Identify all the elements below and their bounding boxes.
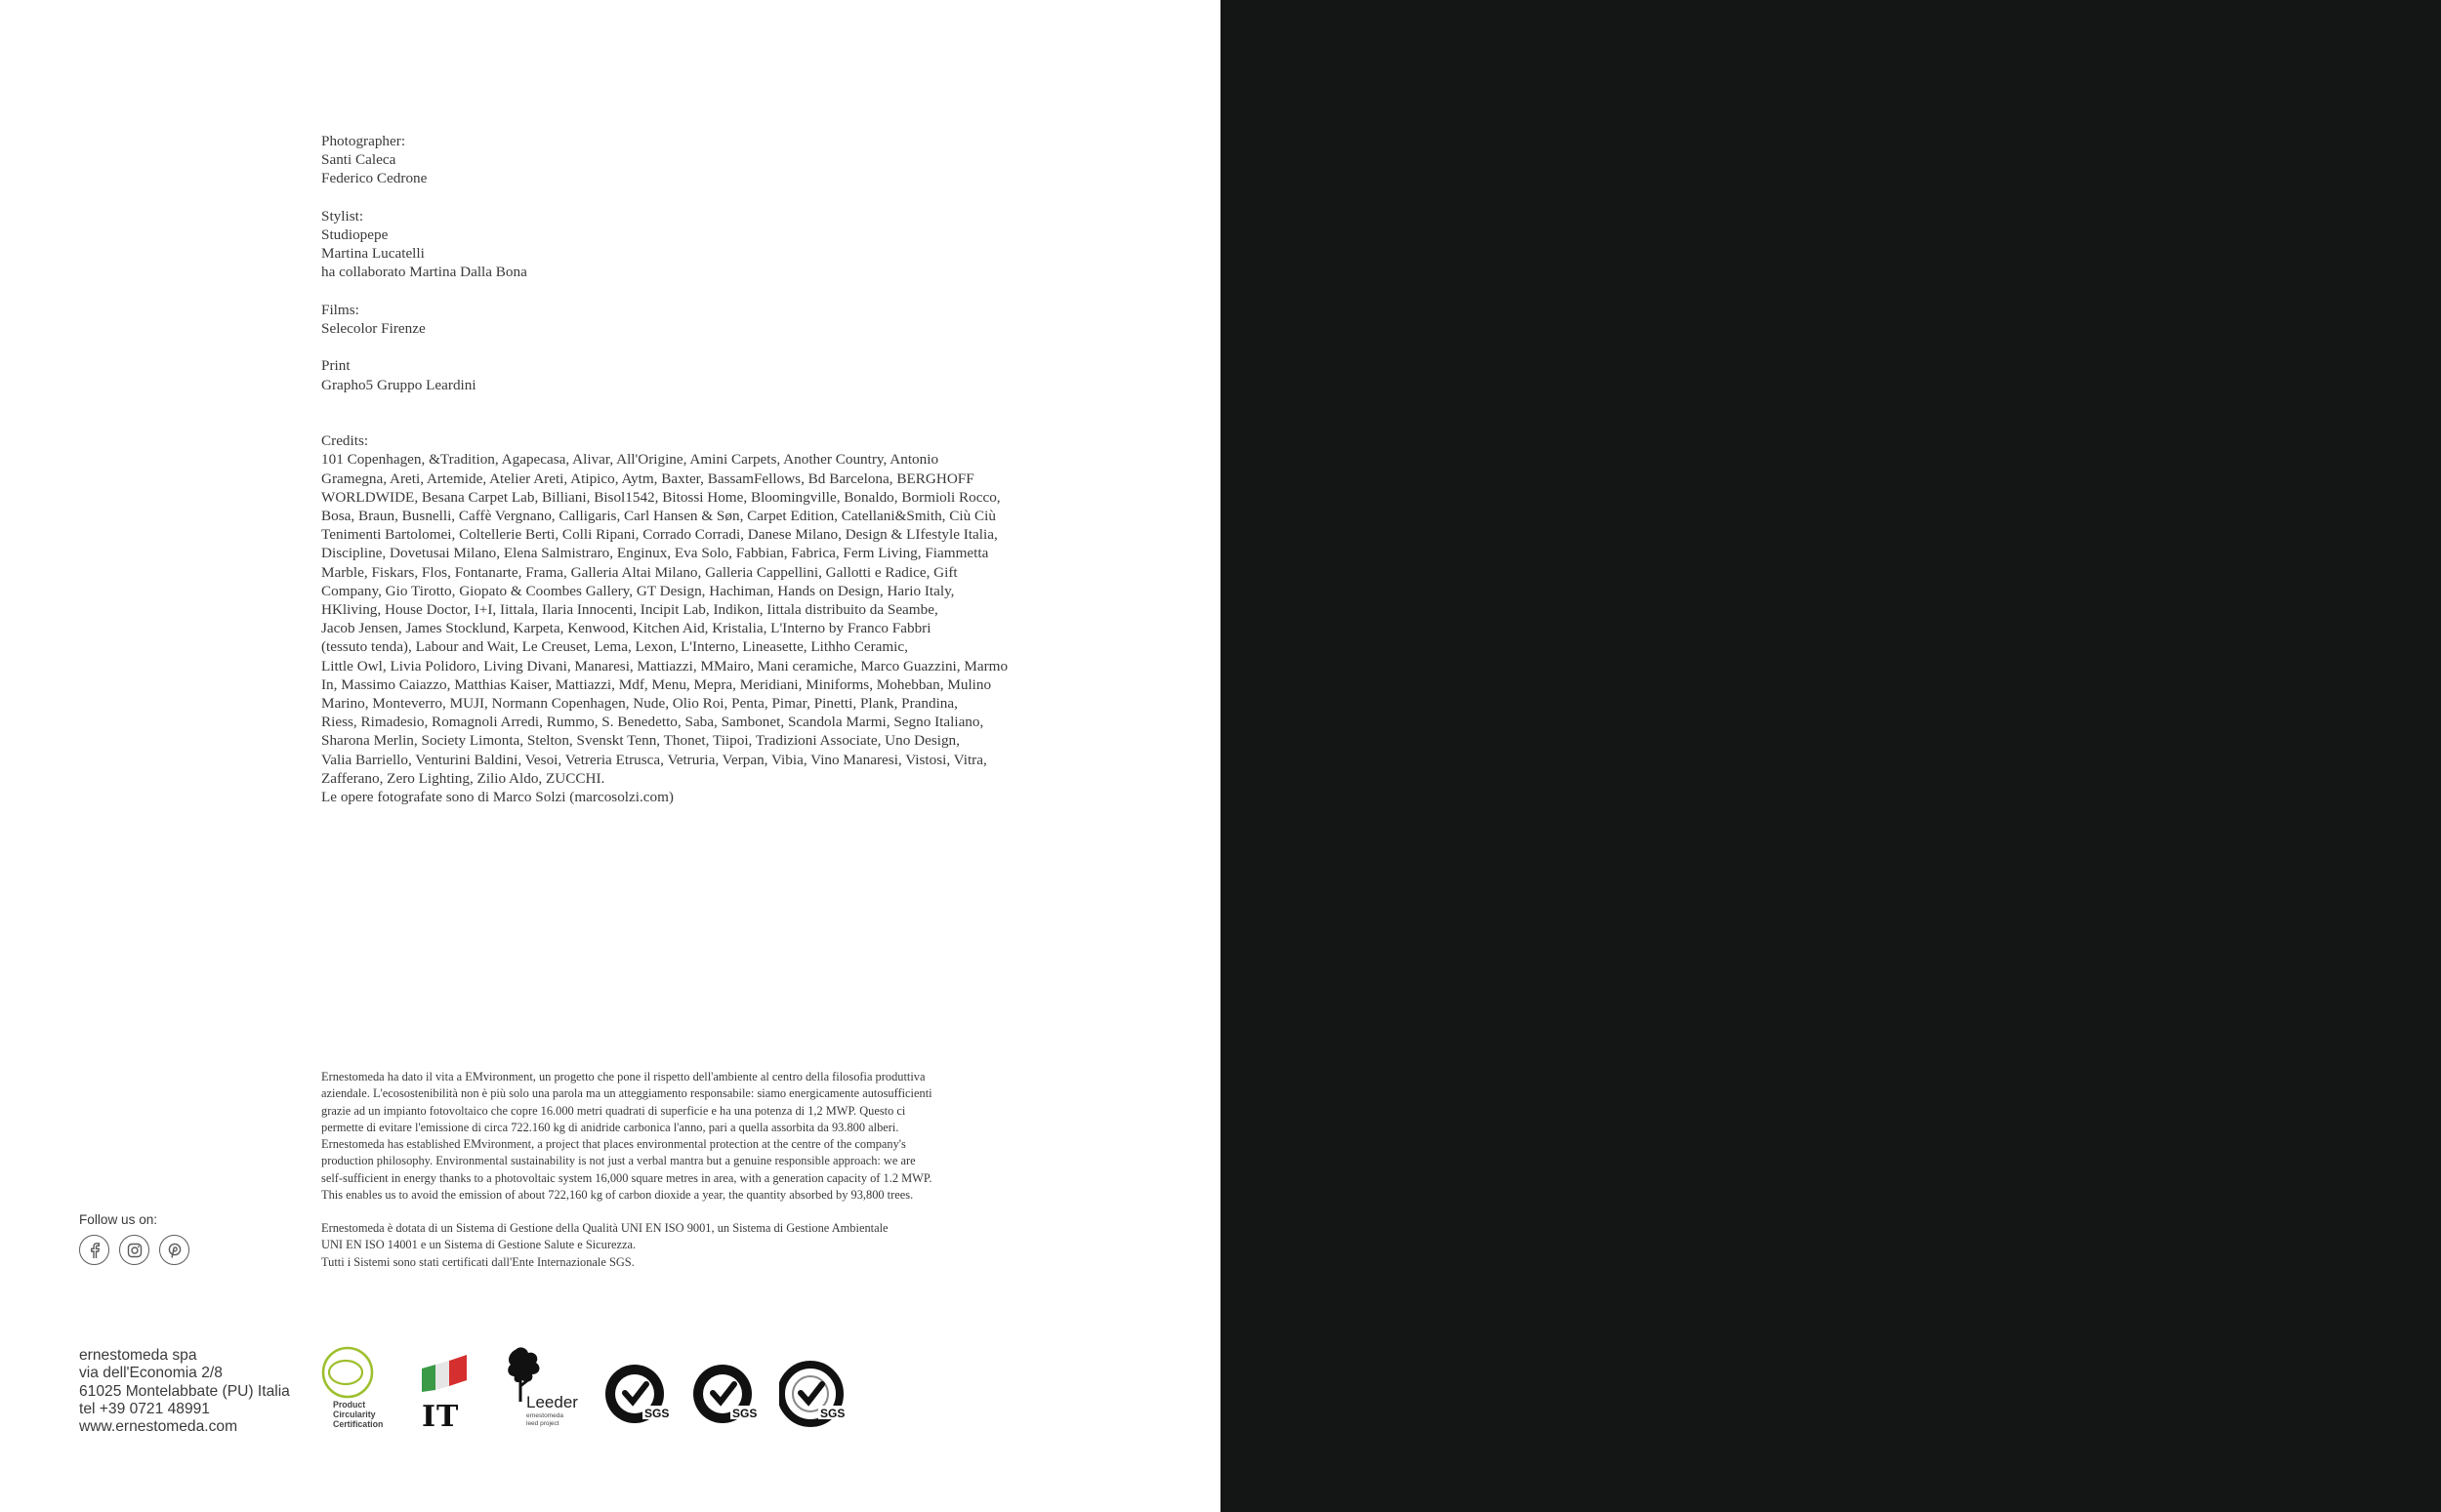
pcc-text-line: Certification [333, 1419, 384, 1429]
follow-label: Follow us on: [79, 1212, 158, 1227]
credits-line: Marino, Monteverro, MUJI, Normann Copenhagen, Nude, Olio Roi, Penta, Pimar, Pinetti, Plank, Prandina, [321, 695, 958, 713]
credits-line: Little Owl, Livia Polidoro, Living Divani, Manaresi, Mattiazzi, MMairo, Mani ceramiche, Marco Guazzini, Marmo [321, 657, 1009, 674]
environment-line: production philosophy. Environmental sustainability is not just a verbal mantra but a genuine responsible approach: we are [321, 1154, 916, 1168]
pinterest-icon[interactable] [159, 1235, 189, 1265]
artworks-note: Le opere fotografate sono di Marco Solzi (marcosolzi.com) [321, 789, 674, 806]
sgs-certification-logo [691, 1345, 760, 1433]
certification-line: Ernestomeda è dotata di un Sistema di Gestione della Qualità UNI EN ISO 9001, un Sistema di Gestione Ambientale [321, 1221, 889, 1235]
stylist-label: Stylist: [321, 207, 364, 225]
right-page-dark-panel [1220, 0, 2441, 1512]
company-name: ernestomeda spa [79, 1347, 197, 1364]
leeder-word: Leeder [526, 1393, 578, 1411]
environment-statement [321, 1069, 1044, 1204]
environment-line: grazie ad un impianto fotovoltaico che copre 16.000 metri quadrati di superficie e ha una potenza di 1,2 MWP. Questo ci [321, 1103, 906, 1118]
pcc-logo-text [333, 1400, 383, 1429]
certification-statement [321, 1220, 1044, 1271]
credits-line: In, Massimo Caiazzo, Matthias Kaiser, Mattiazzi, Mdf, Menu, Mepra, Meridiani, Miniforms, Mohebban, Mulino [321, 675, 992, 693]
leeder-logo [503, 1345, 581, 1433]
sgs-label: SGS [820, 1407, 846, 1420]
website-link[interactable]: www.ernestomeda.com [79, 1418, 238, 1436]
certification-line: UNI EN ISO 14001 e un Sistema di Gestione Salute e Sicurezza. [321, 1238, 637, 1252]
environment-line: Ernestomeda has established EMvironment, a project that places environmental protection at the centre of the company's [321, 1137, 906, 1152]
print-label: Print [321, 357, 351, 375]
photographer-group [321, 132, 1044, 188]
company-address [79, 1347, 290, 1436]
facebook-icon[interactable] [79, 1235, 109, 1265]
pcc-text-line: Circularity [333, 1410, 376, 1419]
stylist-group [321, 207, 1044, 282]
pcc-text-line: Product [333, 1400, 366, 1410]
sgs-label: SGS [644, 1407, 670, 1420]
social-links [79, 1235, 189, 1265]
credits-line: WORLDWIDE, Besana Carpet Lab, Billiani, Bisol1542, Bitossi Home, Bloomingville, Bonaldo, Bormioli Rocco, [321, 488, 1001, 506]
city-address: 61025 Montelabbate (PU) Italia [79, 1382, 290, 1400]
environment-line: permette di evitare l'emissione di circa 722.160 kg di anidride carbonica l'anno, pari a quella assorbita da 93.800 alberi. [321, 1120, 899, 1134]
credits-line: Valia Barriello, Venturini Baldini, Vesoi, Vetreria Etrusca, Vetruria, Verpan, Vibia, Vino Manaresi, Vistosi, Vitra, [321, 751, 987, 768]
credits-line: Tenimenti Bartolomei, Coltellerie Berti, Colli Ripani, Corrado Corradi, Danese Milano, Design & LIfestyle Italia, [321, 526, 998, 544]
credits-line: Discipline, Dovetusai Milano, Elena Salmistraro, Enginux, Eva Solo, Fabbian, Fabrica, Ferm Living, Fiammetta [321, 545, 989, 562]
made-in-italy-logo [420, 1345, 474, 1433]
credits-line: Marble, Fiskars, Flos, Fontanarte, Frama, Galleria Altai Milano, Galleria Cappellini, Gallotti e Radice, Gift [321, 563, 958, 581]
environment-line: aziendale. L'ecosostenibilità non è più solo una parola ma un atteggiamento responsabile: siamo energicamente autosufficienti [321, 1086, 932, 1101]
photographer-name: Federico Cedrone [321, 170, 428, 187]
credits-line: 101 Copenhagen, &Tradition, Agapecasa, Alivar, All'Origine, Amini Carpets, Another Country, Antonio [321, 451, 939, 469]
left-page [0, 0, 1220, 1512]
films-group [321, 301, 1044, 338]
print-value: Grapho5 Gruppo Leardini [321, 376, 476, 393]
credits-line: Zafferano, Zero Lighting, Zilio Aldo, ZUCCHI. [321, 769, 605, 787]
phone-number: tel +39 0721 48991 [79, 1400, 210, 1417]
photographer-name: Santi Caleca [321, 151, 396, 169]
environment-line: self-sufficient in energy thanks to a photovoltaic system 16,000 square metres in area, with a generation capacity of 1.2 MWP. [321, 1170, 932, 1185]
instagram-icon[interactable] [119, 1235, 149, 1265]
street-address: via dell'Economia 2/8 [79, 1365, 223, 1382]
leeder-sub-line: ernestomeda [526, 1412, 563, 1419]
leeder-sub-line: leed project [526, 1419, 559, 1427]
sgs-label: SGS [732, 1407, 758, 1420]
credits-line: Gramegna, Areti, Artemide, Atelier Areti, Atipico, Aytm, Baxter, BassamFellows, Bd Barcelona, BERGHOFF [321, 470, 974, 487]
product-circularity-certification-logo [321, 1345, 394, 1433]
photographer-label: Photographer: [321, 133, 406, 149]
environment-line: Ernestomeda ha dato il vita a EMvironment, un progetto che pone il rispetto dell'ambiente al centro della filosofia produttiva [321, 1070, 926, 1083]
credits-line: Sharona Merlin, Society Limonta, Stelton, Svenskt Tenn, Thonet, Tiipoi, Tradizioni Associate, Uno Design, [321, 732, 960, 750]
films-label: Films: [321, 301, 359, 318]
credits-line: Company, Gio Tirotto, Giopato & Coombes Gallery, GT Design, Hachiman, Hands on Design, Hario Italy, [321, 582, 955, 599]
leeder-subtitle [526, 1412, 563, 1427]
certification-line: Tutti i Sistemi sono stati certificati dall'Ente Internazionale SGS. [321, 1254, 635, 1269]
credits-line: Riess, Rimadesio, Romagnoli Arredi, Rummo, S. Benedetto, Saba, Sambonet, Scandola Marmi, Segno Italiano, [321, 714, 984, 731]
print-group [321, 356, 1044, 393]
sgs-certification-logo [779, 1345, 848, 1433]
sgs-certification-logo [603, 1345, 672, 1433]
stylist-name: Martina Lucatelli [321, 245, 425, 263]
credits-label: Credits: [321, 432, 369, 450]
credits-line: HKliving, House Doctor, I+I, Iittala, Ilaria Innocenti, Incipit Lab, Indikon, Iittala distribuito da Seambe, [321, 601, 938, 619]
brand-credits-group [321, 431, 1044, 806]
credits-line: (tessuto tenda), Labour and Wait, Le Creuset, Lema, Lexon, L'Interno, Lineasette, Lithho Ceramic, [321, 638, 908, 656]
credits-block [321, 132, 1044, 825]
stylist-name: ha collaborato Martina Dalla Bona [321, 264, 527, 281]
films-value: Selecolor Firenze [321, 320, 426, 337]
credits-line: Jacob Jensen, James Stocklund, Karpeta, Kenwood, Kitchen Aid, Kristalia, L'Interno by Franco Fabbri [321, 620, 931, 637]
environment-line: This enables us to avoid the emission of about 722,160 kg of carbon dioxide a year, the quantity absorbed by 93,800 trees. [321, 1188, 914, 1203]
it-logo-text: IT [422, 1400, 460, 1434]
stylist-name: Studiopepe [321, 226, 389, 243]
credits-line: Bosa, Braun, Busnelli, Caffè Vergnano, Calligaris, Carl Hansen & Søn, Carpet Edition, Catellani&Smith, Ciù Ciù [321, 508, 996, 524]
